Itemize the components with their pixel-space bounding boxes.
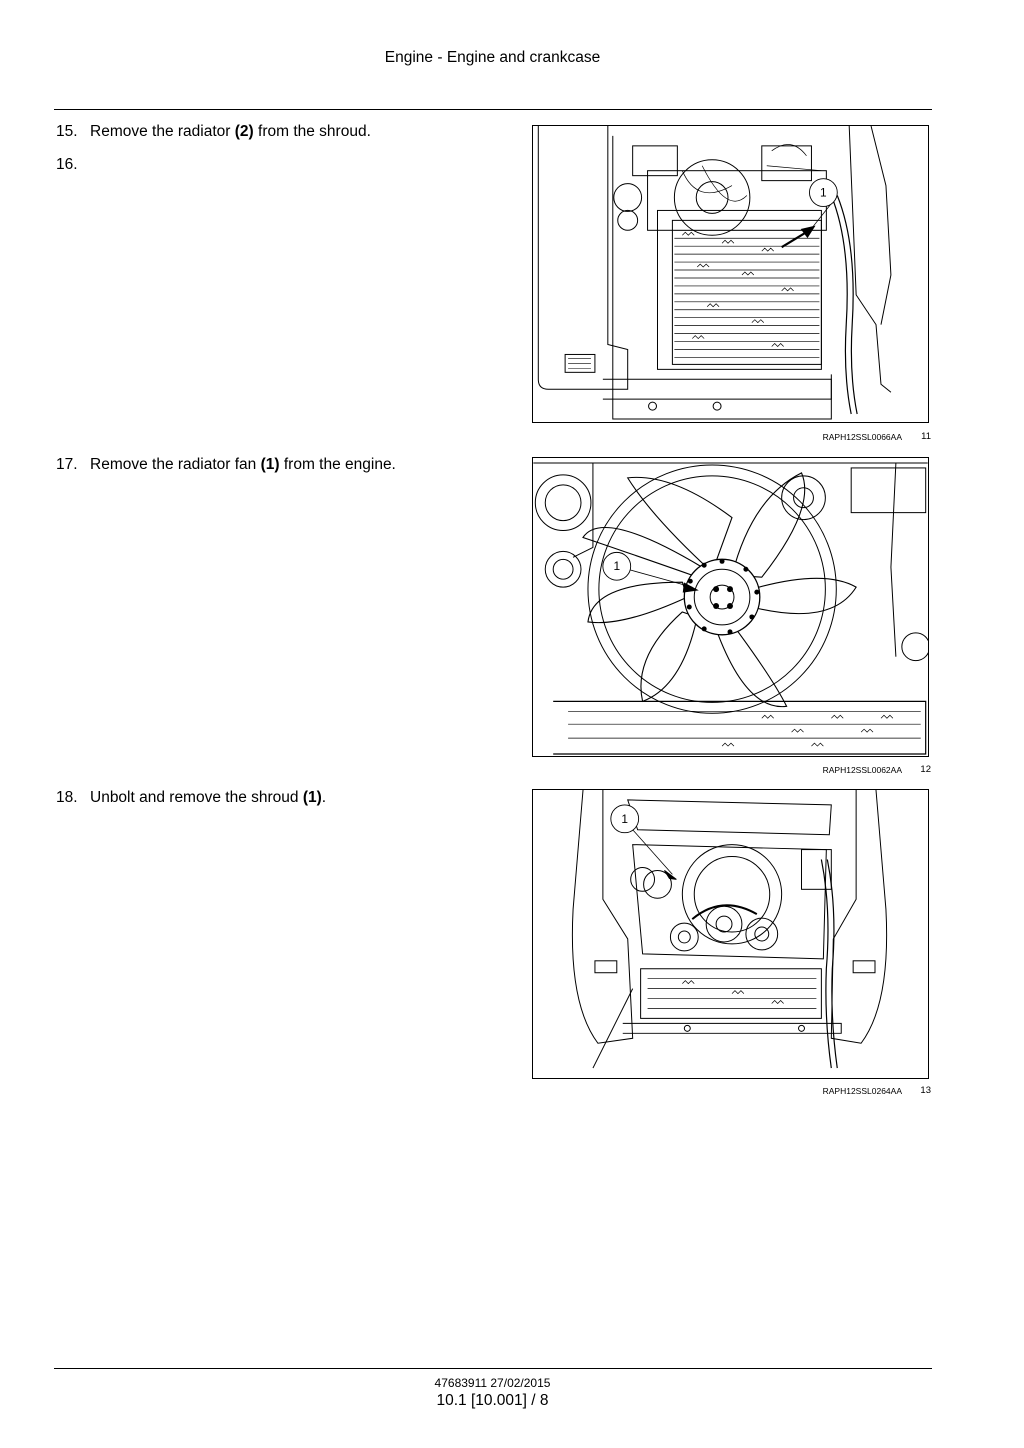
step-15 <box>56 122 371 142</box>
footer-rule <box>54 1368 932 1369</box>
step-text: Remove the radiator <box>90 123 235 140</box>
step-number: 15. <box>56 123 78 140</box>
figure-number: 12 <box>920 764 931 775</box>
step-text-end: from the shroud. <box>253 123 371 140</box>
step-16 <box>56 155 90 175</box>
fan-illustration <box>533 458 928 756</box>
figure-reference: RAPH12SSL0062AA <box>822 765 902 775</box>
callout-label: 1 <box>621 811 629 826</box>
callout-label: 1 <box>820 185 827 200</box>
step-callout-ref: (1) <box>260 456 280 473</box>
step-callout-ref: (2) <box>234 123 254 140</box>
step-18 <box>56 788 326 808</box>
document-id: 47683911 27/02/2015 <box>434 1376 551 1390</box>
step-text: Remove the radiator fan <box>90 456 261 473</box>
step-text-end: . <box>321 789 327 806</box>
step-text-end: from the engine. <box>279 456 396 473</box>
figure-number: 11 <box>921 431 931 442</box>
radiator-illustration <box>533 126 928 422</box>
figure-number: 13 <box>920 1085 931 1096</box>
step-number: 17. <box>56 456 78 473</box>
step-callout-ref: (1) <box>302 789 322 806</box>
step-number: 18. <box>56 789 78 806</box>
page-title: Engine - Engine and crankcase <box>384 49 601 66</box>
callout-label: 1 <box>613 559 621 574</box>
shroud-illustration <box>533 790 928 1078</box>
step-text: Unbolt and remove the shroud <box>90 789 303 806</box>
page-number: 10.1 [10.001] / 8 <box>436 1392 549 1409</box>
header-rule <box>54 109 932 110</box>
figure-shroud <box>532 789 929 1079</box>
figure-reference: RAPH12SSL0264AA <box>822 1086 902 1096</box>
figure-reference: RAPH12SSL0066AA <box>822 432 902 442</box>
step-17 <box>56 455 396 475</box>
figure-fan <box>532 457 929 757</box>
figure-radiator <box>532 125 929 423</box>
step-number: 16. <box>56 156 78 173</box>
